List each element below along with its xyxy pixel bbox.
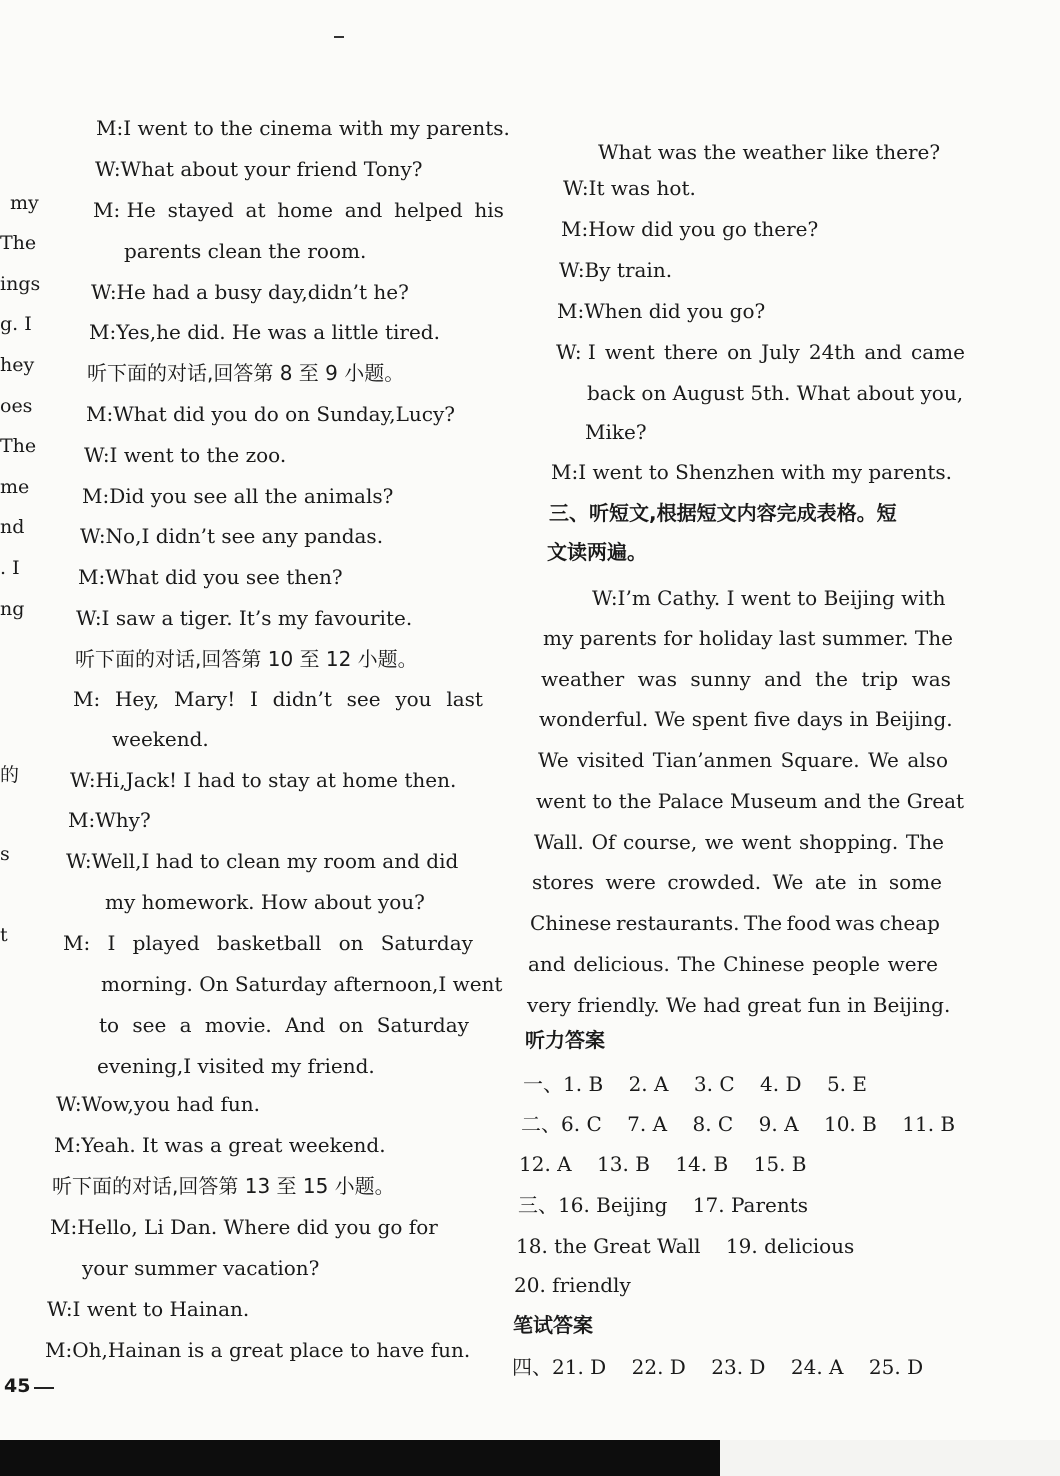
dialogue-line: back on August 5th. What about you,	[587, 381, 964, 405]
fragment: 的	[0, 764, 20, 786]
dialogue-line: W:I went to the zoo.	[84, 443, 287, 467]
dialogue-line: M:Yes,he did. He was a little tired.	[89, 320, 440, 344]
top-dash	[334, 36, 344, 38]
dialogue-line: W:By train.	[559, 258, 673, 282]
dialogue-line: morning. On Saturday afternoon,I went	[101, 972, 503, 996]
dialogue-line: W:It was hot.	[563, 176, 696, 200]
dialogue-line: M: Hey, Mary! I didn’t see you last	[73, 687, 483, 711]
passage-line: my parents for holiday last summer. The	[543, 626, 953, 650]
passage-line: stores were crowded. We ate in some	[532, 870, 942, 894]
dialogue-line: M: I played basketball on Saturday	[63, 931, 473, 955]
dialogue-line: your summer vacation?	[82, 1256, 320, 1280]
answer-row: 一、1. B 2. A 3. C 4. D 5. E	[523, 1072, 867, 1096]
dialogue-line: W: I went there on July 24th and came	[556, 340, 965, 364]
dialogue-line: W:Wow,you had fun.	[56, 1092, 260, 1116]
fragment: oes	[0, 395, 33, 417]
page-number-dash	[34, 1387, 54, 1389]
instruction-heading: 听下面的对话,回答第 13 至 15 小题。	[52, 1174, 395, 1198]
scan-edge-shadow	[0, 1440, 1060, 1476]
fragment: The	[0, 435, 37, 457]
dialogue-line: weekend.	[112, 727, 209, 751]
answer-row: 12. A 13. B 14. B 15. B	[519, 1152, 807, 1176]
passage-line: very friendly. We had great fun in Beijing.	[527, 993, 951, 1017]
dialogue-line: M:I went to the cinema with my parents.	[96, 116, 510, 140]
dialogue-line: W:He had a busy day,didn’t he?	[91, 280, 409, 304]
passage-line: Chinese restaurants. The food was cheap	[530, 911, 940, 935]
passage-line: weather was sunny and the trip was	[541, 667, 951, 691]
dialogue-line: M: He stayed at home and helped his	[93, 198, 504, 222]
passage-line: We visited Tian’anmen Square. We also	[538, 748, 948, 772]
passage-line: Wall. Of course, we went shopping. The	[534, 830, 944, 854]
dialogue-line: M:Why?	[68, 808, 151, 832]
dialogue-line: W:No,I didn’t see any pandas.	[80, 524, 384, 548]
passage-line: went to the Palace Museum and the Great	[536, 789, 965, 813]
dialogue-line: M:What did you do on Sunday,Lucy?	[86, 402, 455, 426]
dialogue-line: M:How did you go there?	[561, 217, 819, 241]
dialogue-line: to see a movie. And on Saturday	[99, 1013, 469, 1037]
dialogue-line: M:When did you go?	[557, 299, 766, 323]
fragment: nd	[0, 516, 25, 538]
dialogue-line: W:Well,I had to clean my room and did	[66, 849, 459, 873]
dialogue-line: M:Did you see all the animals?	[82, 484, 394, 508]
page-number: 45	[4, 1375, 31, 1397]
dialogue-line: evening,I visited my friend.	[97, 1054, 375, 1078]
answer-heading: 听力答案	[525, 1028, 605, 1052]
answer-row: 20. friendly	[514, 1273, 631, 1297]
answer-row: 18. the Great Wall 19. delicious	[516, 1234, 855, 1258]
dialogue-line: W:What about your friend Tony?	[95, 157, 423, 181]
fragment: me	[0, 476, 30, 498]
dialogue-line: my homework. How about you?	[105, 890, 425, 914]
dialogue-line: What was the weather like there?	[598, 140, 941, 164]
passage-line: wonderful. We spent five days in Beijing.	[539, 707, 953, 731]
answer-heading: 笔试答案	[513, 1313, 593, 1337]
fragment: The	[0, 232, 37, 254]
dialogue-line: M:I went to Shenzhen with my parents.	[551, 460, 953, 484]
section-heading: 三、听短文,根据短文内容完成表格。短	[549, 501, 897, 525]
dialogue-line: W:I saw a tiger. It’s my favourite.	[76, 606, 413, 630]
dialogue-line: parents clean the room.	[124, 239, 367, 263]
fragment: t	[0, 924, 8, 946]
fragment: g. I	[0, 313, 32, 335]
answer-row: 三、16. Beijing 17. Parents	[518, 1193, 809, 1217]
dialogue-line: M:Yeah. It was a great weekend.	[54, 1133, 386, 1157]
dialogue-line: Mike?	[585, 420, 647, 444]
dialogue-line: M:What did you see then?	[78, 565, 343, 589]
answer-row: 二、6. C 7. A 8. C 9. A 10. B 11. B	[521, 1112, 956, 1136]
fragment: hey	[0, 354, 35, 376]
fragment: my	[10, 192, 39, 214]
fragment: . I	[0, 557, 20, 579]
dialogue-line: M:Oh,Hainan is a great place to have fun.	[45, 1338, 471, 1362]
instruction-heading: 听下面的对话,回答第 8 至 9 小题。	[87, 361, 405, 385]
passage-line: W:I’m Cathy. I went to Beijing with	[592, 586, 946, 610]
fragment: s	[0, 843, 10, 865]
section-heading-cont: 文读两遍。	[547, 540, 647, 564]
fragment: ings	[0, 273, 41, 295]
dialogue-line: M:Hello, Li Dan. Where did you go for	[50, 1215, 438, 1239]
instruction-heading: 听下面的对话,回答第 10 至 12 小题。	[75, 647, 418, 671]
dialogue-line: W:Hi,Jack! I had to stay at home then.	[70, 768, 457, 792]
dialogue-line: W:I went to Hainan.	[47, 1297, 250, 1321]
passage-line: and delicious. The Chinese people were	[528, 952, 938, 976]
answer-row: 四、21. D 22. D 23. D 24. A 25. D	[512, 1355, 924, 1379]
fragment: ng	[0, 598, 25, 620]
